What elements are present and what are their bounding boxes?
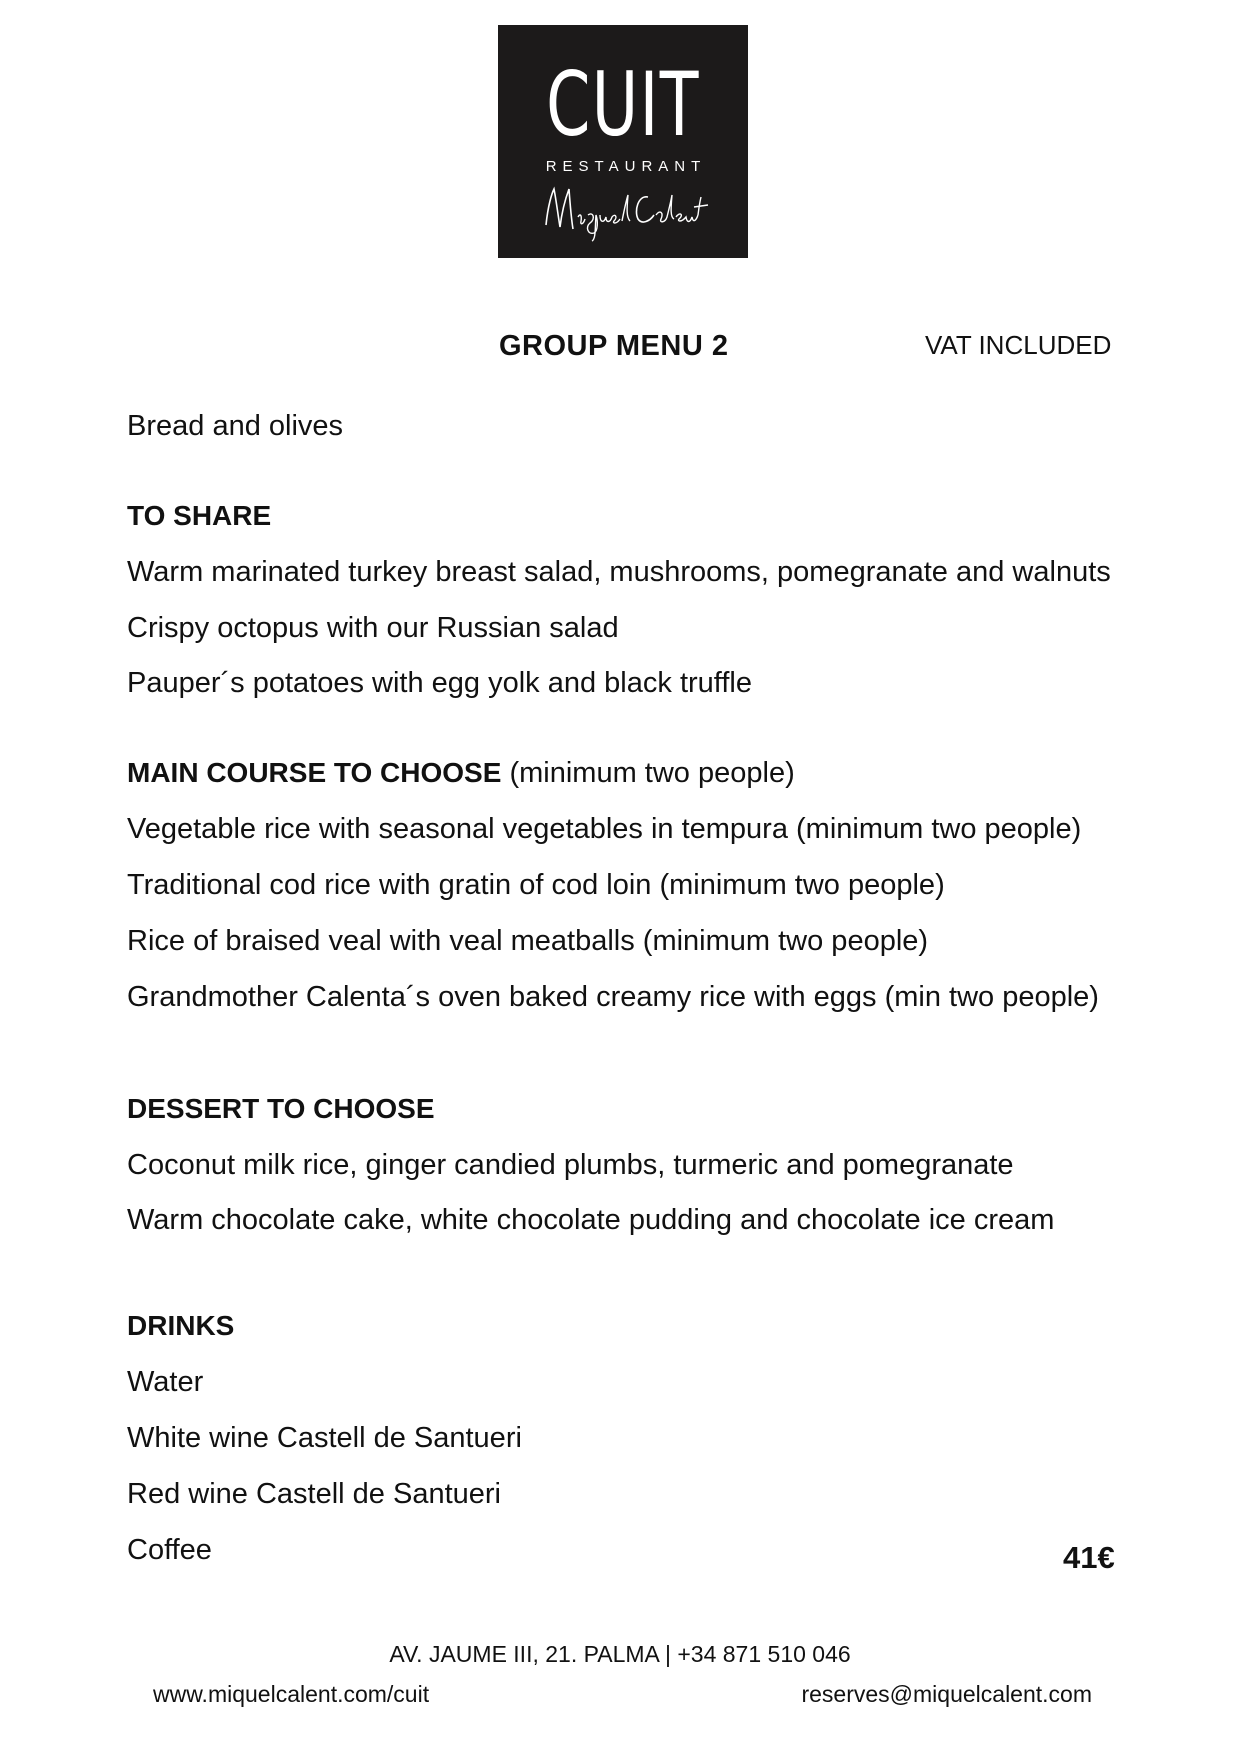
footer-email-link[interactable]: reserves@miquelcalent.com [801, 1681, 1092, 1707]
main-course-item: Traditional cod rice with gratin of cod loin (minimum two people) [127, 869, 945, 901]
intro-line: Bread and olives [127, 410, 344, 442]
footer-address: AV. JAUME III, 21. PALMA | +34 871 510 046 [389, 1641, 851, 1667]
drinks-item: Red wine Castell de Santueri [127, 1478, 501, 1510]
dessert-heading: DESSERT TO CHOOSE [127, 1093, 435, 1124]
main-course-heading: MAIN COURSE TO CHOOSE [127, 757, 502, 788]
to-share-item: Pauper´s potatoes with egg yolk and black truffle [127, 667, 752, 699]
vat-note: VAT INCLUDED [925, 330, 1112, 360]
to-share-item: Warm marinated turkey breast salad, mushrooms, pomegranate and walnuts [127, 556, 1111, 588]
dessert-item: Warm chocolate cake, white chocolate pudding and chocolate ice cream [127, 1204, 1055, 1236]
footer-website-link[interactable]: www.miquelcalent.com/cuit [153, 1681, 430, 1707]
logo-name: CUIT [546, 53, 700, 156]
menu-title: GROUP MENU 2 [499, 330, 729, 362]
to-share-heading: TO SHARE [127, 500, 272, 531]
main-course-heading-line [127, 757, 795, 790]
main-course-item: Rice of braised veal with veal meatballs (minimum two people) [127, 925, 929, 957]
dessert-item: Coconut milk rice, ginger candied plumbs, turmeric and pomegranate [127, 1149, 1014, 1181]
drinks-item: Coffee [127, 1534, 212, 1566]
main-course-note: (minimum two people) [509, 757, 795, 789]
main-course-item: Vegetable rice with seasonal vegetables in tempura (minimum two people) [127, 813, 1082, 845]
drinks-item: Water [127, 1366, 204, 1398]
restaurant-logo [498, 25, 748, 258]
logo-subtitle: RESTAURANT [545, 158, 707, 175]
signature-logo [538, 175, 713, 245]
drinks-heading: DRINKS [127, 1310, 235, 1341]
main-course-item: Grandmother Calenta´s oven baked creamy rice with eggs (min two people) [127, 981, 1099, 1013]
drinks-item: White wine Castell de Santueri [127, 1422, 522, 1454]
menu-price: 41€ [1063, 1540, 1115, 1575]
to-share-item: Crispy octopus with our Russian salad [127, 612, 619, 644]
